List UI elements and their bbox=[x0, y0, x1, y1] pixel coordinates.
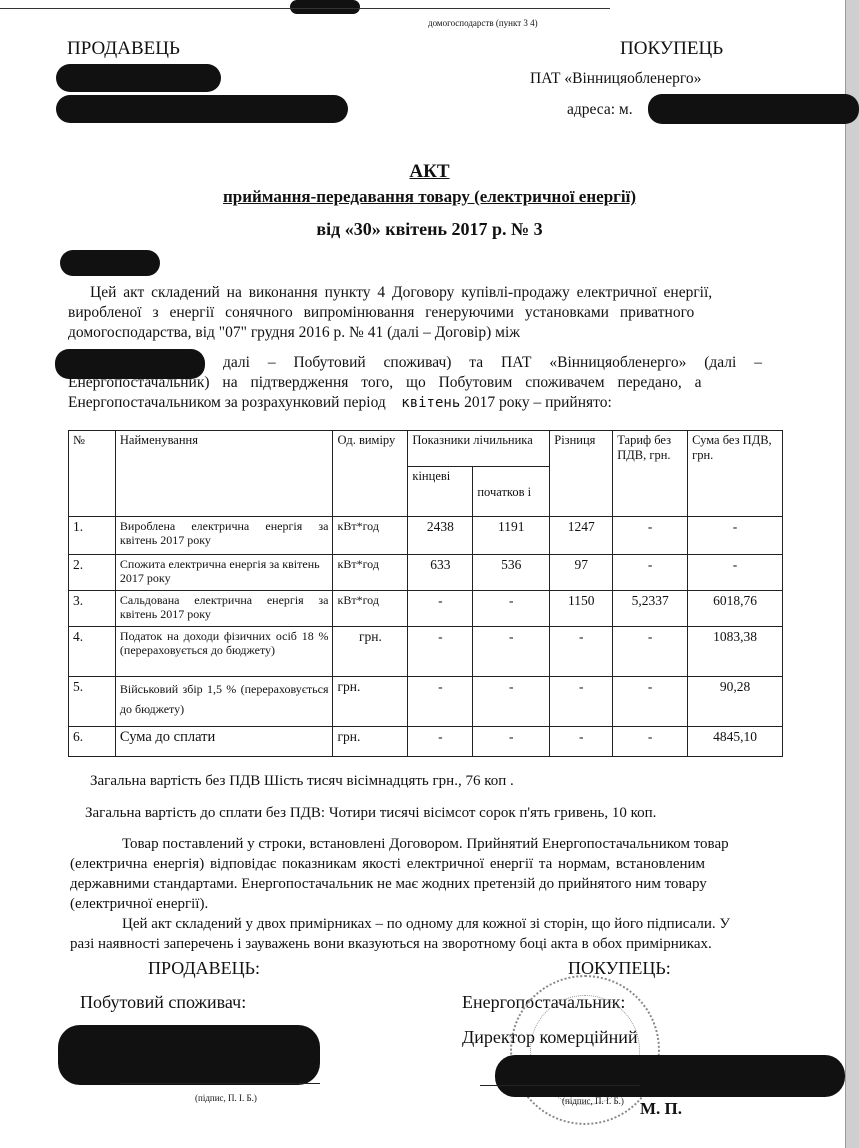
cell-name: Податок на доходи фізичних осіб 18 % (перераховується до бюджету) bbox=[115, 627, 333, 677]
cell-unit: грн. bbox=[333, 727, 408, 757]
cell-sum: 1083,38 bbox=[688, 627, 783, 677]
cell-initial: - bbox=[473, 591, 550, 627]
cell-initial: 536 bbox=[473, 555, 550, 591]
cell-num: 3. bbox=[69, 591, 116, 627]
redaction-seller-address bbox=[56, 95, 348, 123]
cell-sum: - bbox=[688, 555, 783, 591]
cell-name: Сума до сплати bbox=[115, 727, 333, 757]
goods-line-1: Товар поставлений у строки, встановлені Договором. Прийнятий Енергопостачальником товар bbox=[122, 836, 729, 852]
cell-unit: кВт*год bbox=[333, 517, 408, 555]
cell-initial: - bbox=[473, 677, 550, 727]
cell-num: 1. bbox=[69, 517, 116, 555]
intro-line-6b: 2017 року – прийнято: bbox=[464, 394, 612, 411]
redaction-city bbox=[60, 250, 160, 276]
table-row bbox=[69, 727, 783, 757]
cell-diff: - bbox=[550, 677, 613, 727]
cell-sum: - bbox=[688, 517, 783, 555]
intro-paragraph bbox=[68, 283, 840, 343]
cell-name: Спожита електрична енергія за квітень 2017 року bbox=[115, 555, 333, 591]
header-initial: початков і bbox=[473, 467, 550, 517]
redaction-buyer-address bbox=[648, 94, 859, 124]
signature-line-right bbox=[480, 1085, 640, 1086]
cell-name: Військовий збір 1,5 % (перераховується до бюджету) bbox=[115, 677, 333, 727]
mp-label: М. П. bbox=[640, 1099, 683, 1118]
sign-consumer-label: Побутовий споживач: bbox=[80, 992, 247, 1012]
header-name: Найменування bbox=[115, 431, 333, 517]
cell-num: 5. bbox=[69, 677, 116, 727]
total-to-pay: Загальна вартість до сплати без ПДВ: Чотири тисячі вісімсот сорок п'ять гривень, 10 коп. bbox=[85, 805, 657, 821]
cell-sum: 4845,10 bbox=[688, 727, 783, 757]
intro-line-5: Енергопостачальник) на підтвердження того, що Побутовим споживачем передано, а bbox=[68, 374, 702, 391]
total-no-vat: Загальна вартість без ПДВ Шість тисяч вісімнадцять грн., 76 коп . bbox=[90, 773, 514, 789]
table-row bbox=[69, 677, 783, 727]
cell-tariff: 5,2337 bbox=[613, 591, 688, 627]
cell-unit: грн. bbox=[333, 627, 408, 677]
redaction-top bbox=[290, 0, 360, 14]
header-num: № bbox=[69, 431, 116, 517]
intro-line-2: виробленої з енергії сонячного випромінювання генеруючими установками приватного bbox=[68, 304, 695, 321]
doc-date: від «30» квітень 2017 р. № 3 bbox=[316, 219, 543, 239]
cell-tariff: - bbox=[613, 727, 688, 757]
table-row bbox=[69, 591, 783, 627]
top-rule bbox=[0, 8, 610, 9]
cell-final: - bbox=[408, 677, 473, 727]
redaction-consumer-signature bbox=[58, 1025, 320, 1085]
doc-subtitle: приймання-передавання товару (електричної енергії) bbox=[223, 187, 636, 206]
cell-final: 2438 bbox=[408, 517, 473, 555]
cell-initial: 1191 bbox=[473, 517, 550, 555]
cell-num: 2. bbox=[69, 555, 116, 591]
cell-initial: - bbox=[473, 727, 550, 757]
goods-paragraph bbox=[70, 834, 848, 914]
intro-line-3: домогосподарства, від "07" грудня 2016 р. № 41 (далі – Договір) між bbox=[68, 324, 520, 341]
header-tariff: Тариф без ПДВ, грн. bbox=[613, 431, 688, 517]
cell-name: Вироблена електрична енергія за квітень 2017 року bbox=[115, 517, 333, 555]
cell-initial: - bbox=[473, 627, 550, 677]
cell-final: - bbox=[408, 627, 473, 677]
buyer-name: ПАТ «Вінницяобленерго» bbox=[530, 70, 702, 87]
cell-diff: 97 bbox=[550, 555, 613, 591]
header-final: кінцеві bbox=[408, 467, 473, 517]
table-row bbox=[69, 627, 783, 677]
sign-buyer-label: ПОКУПЕЦЬ: bbox=[568, 958, 671, 978]
copies-line-2: разі наявності заперечень і зауважень вони вказуються на зворотному боці акта в обох примірниках. bbox=[70, 936, 712, 952]
intro-paragraph-2 bbox=[68, 353, 840, 413]
cell-unit: грн. bbox=[333, 677, 408, 727]
redaction-seller-name bbox=[56, 64, 221, 92]
doc-title: АКТ bbox=[409, 161, 450, 182]
cell-diff: - bbox=[550, 627, 613, 677]
cell-diff: - bbox=[550, 727, 613, 757]
cell-num: 6. bbox=[69, 727, 116, 757]
sig-hint-left: (підпис, П. І. Б.) bbox=[195, 1093, 257, 1103]
copies-line-1: Цей акт складений у двох примірниках – по одному для кожної зі сторін, що його підписали. У bbox=[122, 916, 730, 932]
cell-name: Сальдована електрична енергія за квітень 2017 року bbox=[115, 591, 333, 627]
cell-sum: 90,28 bbox=[688, 677, 783, 727]
cell-tariff: - bbox=[613, 677, 688, 727]
cell-unit: кВт*год bbox=[333, 555, 408, 591]
intro-line-4: далі – Побутовий споживач) та ПАТ «Вінницяобленерго» (далі – bbox=[223, 354, 762, 371]
cell-diff: 1247 bbox=[550, 517, 613, 555]
goods-line-4: (електричної енергії). bbox=[70, 896, 209, 912]
cell-tariff: - bbox=[613, 627, 688, 677]
handwritten-month: квітень bbox=[401, 395, 461, 411]
energy-table bbox=[68, 430, 783, 757]
top-note: домогосподарств (пункт 3 4) bbox=[428, 18, 538, 28]
signature-line-left bbox=[120, 1083, 320, 1084]
intro-line-6 bbox=[68, 393, 840, 413]
cell-diff: 1150 bbox=[550, 591, 613, 627]
cell-sum: 6018,76 bbox=[688, 591, 783, 627]
sign-seller-label: ПРОДАВЕЦЬ: bbox=[148, 958, 260, 978]
intro-line-1: Цей акт складений на виконання пункту 4 Договору купівлі-продажу електричної енергії, bbox=[90, 284, 713, 301]
header-diff: Різниця bbox=[550, 431, 613, 517]
cell-final: - bbox=[408, 727, 473, 757]
table-row bbox=[69, 517, 783, 555]
buyer-address-label: адреса: м. bbox=[567, 101, 633, 118]
sig-hint-right: (підпис, П. І. Б.) bbox=[562, 1096, 624, 1106]
goods-line-3: державними стандартами. Енергопостачальник не має жодних претензій до прийнятого ним товару bbox=[70, 876, 707, 892]
seller-label: ПРОДАВЕЦЬ bbox=[67, 38, 180, 59]
copies-paragraph bbox=[70, 914, 848, 954]
cell-num: 4. bbox=[69, 627, 116, 677]
header-readings: Показники лічильника bbox=[408, 431, 550, 467]
buyer-label: ПОКУПЕЦЬ bbox=[620, 38, 724, 59]
cell-tariff: - bbox=[613, 555, 688, 591]
table-header-row bbox=[69, 431, 783, 467]
sign-director-label: Директор комерційний bbox=[462, 1027, 638, 1047]
header-sum: Сума без ПДВ, грн. bbox=[688, 431, 783, 517]
sign-supplier-label: Енергопостачальник: bbox=[462, 992, 626, 1012]
goods-line-2: (електрична енергія) відповідає показникам якості електричної енергії та нормам, встановленим bbox=[70, 856, 706, 872]
redaction-supplier-signature bbox=[495, 1055, 845, 1097]
cell-final: - bbox=[408, 591, 473, 627]
cell-final: 633 bbox=[408, 555, 473, 591]
intro-line-6a: Енергопостачальником за розрахунковий період bbox=[68, 394, 386, 411]
cell-unit: кВт*год bbox=[333, 591, 408, 627]
cell-tariff: - bbox=[613, 517, 688, 555]
header-unit: Од. виміру bbox=[333, 431, 408, 517]
table-row bbox=[69, 555, 783, 591]
